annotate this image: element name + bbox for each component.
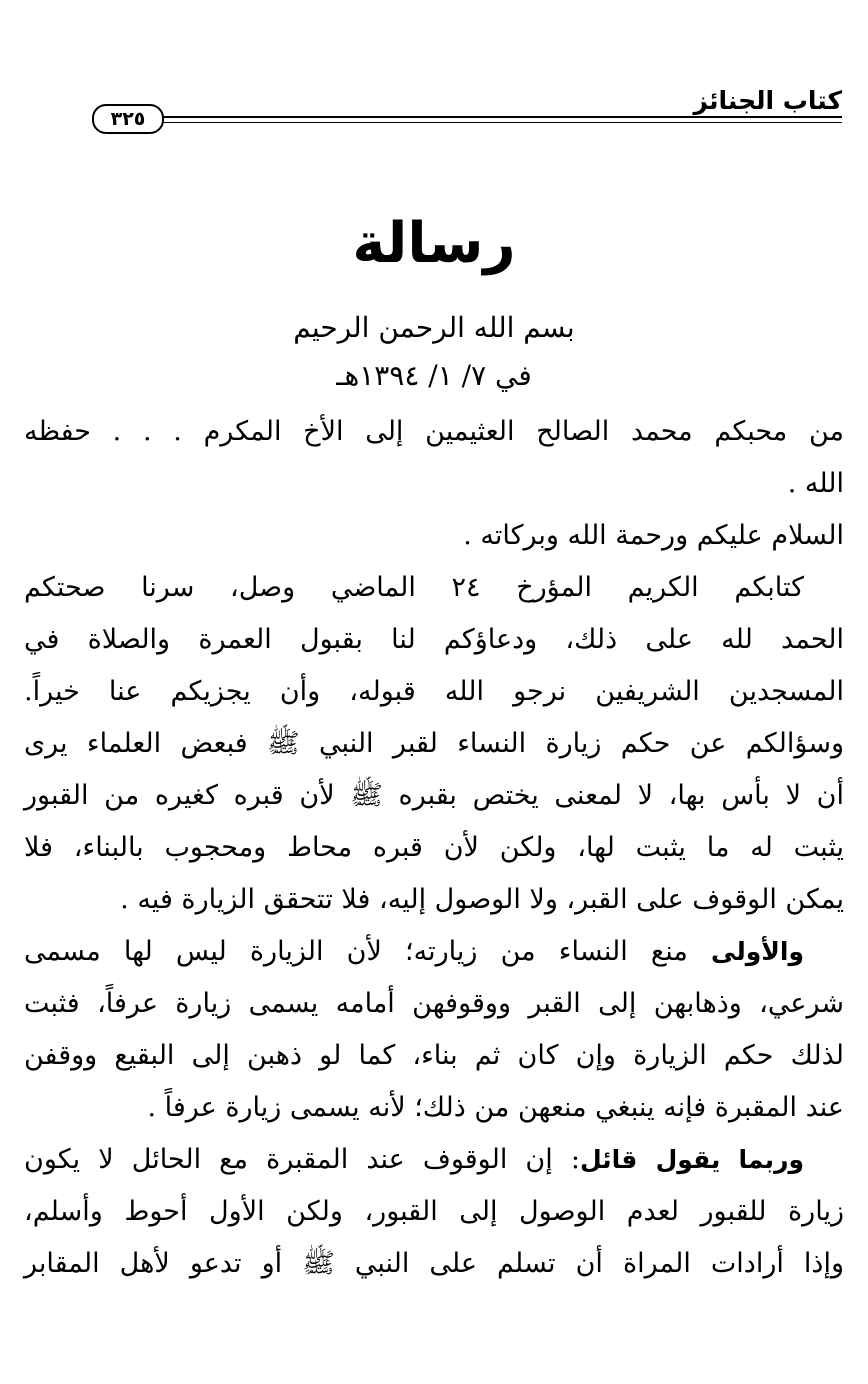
bold-lead: والأولى [711,937,804,966]
page-number: ٣٢٥ [92,104,164,134]
bold-lead: وربما يقول قائل [579,1145,804,1174]
letter-date: في ٧/ ١/ ١٣٩٤هـ [336,359,532,392]
text-line: وسؤالكم عن حكم زيارة النساء لقبر النبي ﷺ فبعض العلماء يرى [24,728,844,759]
text-line: المسجدين الشريفين نرجو الله قبوله، وأن يجزيكم عنا خيراً. [24,676,844,707]
text-line: كتابكم الكريم المؤرخ ٢٤ الماضي وصل، سرنا صحتكم [24,572,804,603]
letter-heading: رسالة [352,211,516,276]
text-line: زيارة للقبور لعدم الوصول إلى القبور، ولكن الأول أحوط وأسلم، [24,1196,844,1227]
header-rule [142,116,842,123]
text-line: يثبت له ما يثبت لها، ولكن لأن قبره محاط ومحجوب بالبناء، فلا [24,832,844,863]
text-line: عند المقبرة فإنه ينبغي منعهن من ذلك؛ لأنه يسمى زيارة عرفاً . [147,1092,844,1123]
text-line [24,926,844,978]
text-line: وإذا أرادات المراة أن تسلم على النبي ﷺ أو تدعو لأهل المقابر [24,1248,844,1279]
text-run: : إن الوقوف عند المقبرة مع الحائل لا يكون [24,1144,580,1175]
text-line: لذلك حكم الزيارة وإن كان ثم بناء، كما لو ذهبن إلى البقيع ووقفن [24,1040,844,1071]
text-line: الحمد لله على ذلك، ودعاؤكم لنا بقبول العمرة والصلاة في [24,624,844,655]
text-line: من محبكم محمد الصالح العثيمين إلى الأخ المكرم . . . حفظه [24,416,844,447]
text-line: شرعي، وذهابهن إلى القبر ووقوفهن أمامه يسمى زيارة عرفاً، فثبت [24,988,844,1019]
running-header [96,86,842,132]
letter-body [24,406,844,1290]
text-line [24,1134,844,1186]
text-line: أن لا بأس بها، لا لمعنى يختص بقبره ﷺ لأن قبره كغيره من القبور [24,780,844,811]
book-title: كتاب الجنائز [693,86,842,115]
basmala: بسم الله الرحمن الرحيم [293,311,575,344]
text-line: الله . [787,468,844,499]
text-line: السلام عليكم ورحمة الله وبركاته . [463,520,844,551]
text-line: يمكن الوقوف على القبر، ولا الوصول إليه، فلا تتحقق الزيارة فيه . [120,884,844,915]
text-run: منع النساء من زيارته؛ لأن الزيارة ليس لها مسمى [24,936,712,967]
